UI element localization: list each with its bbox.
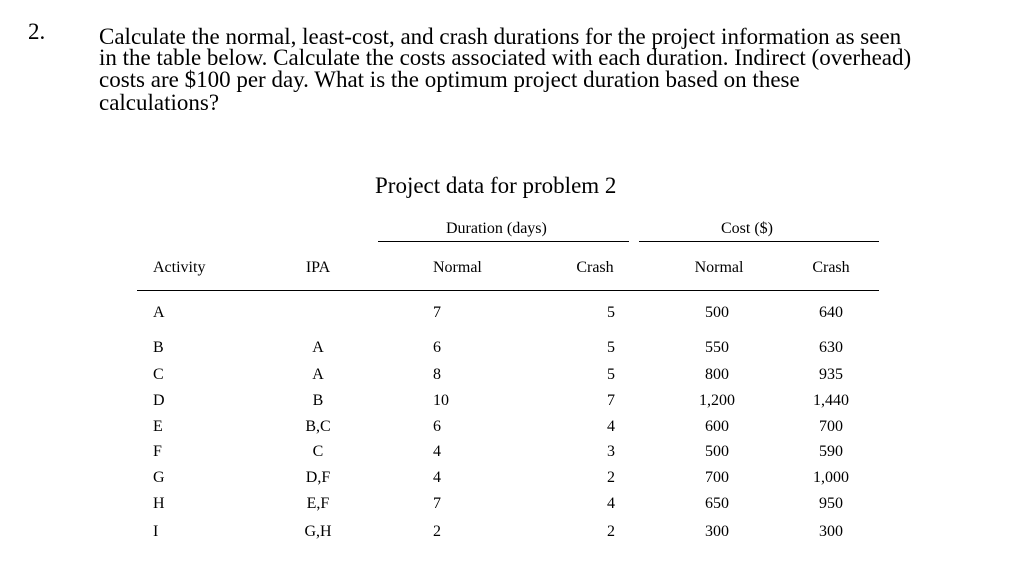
problem-line: Calculate the normal, least-cost, and crash durations for the project information as seen xyxy=(99,24,902,49)
table-cell-activity: E xyxy=(153,418,163,435)
header-rule xyxy=(137,290,879,291)
column-header-ipa: IPA xyxy=(305,259,331,276)
table-cell-duration-crash: 2 xyxy=(607,469,615,486)
table-cell-ipa: E,F xyxy=(306,495,330,512)
table-cell-duration-normal: 7 xyxy=(433,304,441,321)
table-cell-cost-normal: 600 xyxy=(705,418,729,435)
problem-number: 2. xyxy=(28,19,46,44)
cost-group-rule xyxy=(639,241,879,242)
table-cell-cost-normal: 500 xyxy=(705,304,729,321)
table-cell-cost-crash: 300 xyxy=(819,523,843,540)
problem-line: costs are $100 per day. What is the optimum project duration based on these xyxy=(99,67,800,92)
table-cell-duration-crash: 4 xyxy=(607,495,615,512)
table-cell-cost-crash: 590 xyxy=(819,443,843,460)
table-cell-activity: H xyxy=(153,495,165,512)
table-cell-activity: B xyxy=(153,339,164,356)
table-cell-activity: A xyxy=(153,304,165,321)
table-cell-ipa: G,H xyxy=(304,523,332,540)
table-cell-duration-normal: 8 xyxy=(433,366,441,383)
table-cell-duration-normal: 7 xyxy=(433,495,441,512)
table-cell-duration-normal: 10 xyxy=(433,392,449,409)
table-cell-cost-normal: 1,200 xyxy=(699,392,735,409)
table-cell-activity: C xyxy=(153,366,164,383)
table-cell-duration-normal: 2 xyxy=(433,523,441,540)
table-cell-activity: F xyxy=(153,443,162,460)
table-cell-ipa: A xyxy=(312,366,324,383)
table-cell-duration-normal: 6 xyxy=(433,339,441,356)
table-cell-activity: D xyxy=(153,392,165,409)
table-cell-ipa: C xyxy=(312,443,324,460)
column-header-duration-crash: Crash xyxy=(576,259,614,276)
column-header-cost-normal: Normal xyxy=(694,259,744,276)
problem-line: calculations? xyxy=(99,90,220,115)
cost-group-header: Cost ($) xyxy=(721,220,773,237)
table-cell-activity: I xyxy=(153,523,159,540)
table-title: Project data for problem 2 xyxy=(375,173,617,198)
table-cell-cost-crash: 1,440 xyxy=(813,392,849,409)
table-cell-cost-crash: 640 xyxy=(819,304,843,321)
table-cell-cost-crash: 935 xyxy=(819,366,843,383)
table-cell-cost-normal: 300 xyxy=(705,523,729,540)
table-cell-duration-crash: 5 xyxy=(607,304,615,321)
table-cell-duration-crash: 5 xyxy=(607,339,615,356)
table-cell-cost-crash: 1,000 xyxy=(813,469,849,486)
table-cell-ipa: A xyxy=(312,339,324,356)
table-cell-duration-crash: 2 xyxy=(607,523,615,540)
table-cell-activity: G xyxy=(153,469,165,486)
duration-group-rule xyxy=(378,241,629,242)
table-cell-ipa: D,F xyxy=(305,469,331,486)
table-cell-cost-normal: 650 xyxy=(705,495,729,512)
table-cell-cost-normal: 550 xyxy=(705,339,729,356)
table-cell-ipa: B xyxy=(312,392,324,409)
column-header-duration-normal: Normal xyxy=(433,259,482,276)
table-cell-ipa: B,C xyxy=(305,418,331,435)
table-cell-duration-normal: 4 xyxy=(433,469,441,486)
table-cell-duration-crash: 7 xyxy=(607,392,615,409)
table-cell-cost-normal: 700 xyxy=(705,469,729,486)
table-cell-cost-crash: 700 xyxy=(819,418,843,435)
table-cell-duration-normal: 6 xyxy=(433,418,441,435)
duration-group-header: Duration (days) xyxy=(446,220,547,237)
table-cell-cost-crash: 630 xyxy=(819,339,843,356)
problem-statement xyxy=(99,25,999,114)
column-header-cost-crash: Crash xyxy=(812,259,850,276)
table-cell-cost-normal: 500 xyxy=(705,443,729,460)
table-cell-cost-normal: 800 xyxy=(705,366,729,383)
table-cell-duration-crash: 4 xyxy=(607,418,615,435)
table-cell-duration-crash: 3 xyxy=(607,443,615,460)
table-cell-duration-normal: 4 xyxy=(433,443,441,460)
column-header-activity: Activity xyxy=(153,259,206,276)
problem-line: in the table below. Calculate the costs associated with each duration. Indirect (overhead) xyxy=(99,45,912,70)
table-cell-duration-crash: 5 xyxy=(607,366,615,383)
table-cell-cost-crash: 950 xyxy=(819,495,843,512)
